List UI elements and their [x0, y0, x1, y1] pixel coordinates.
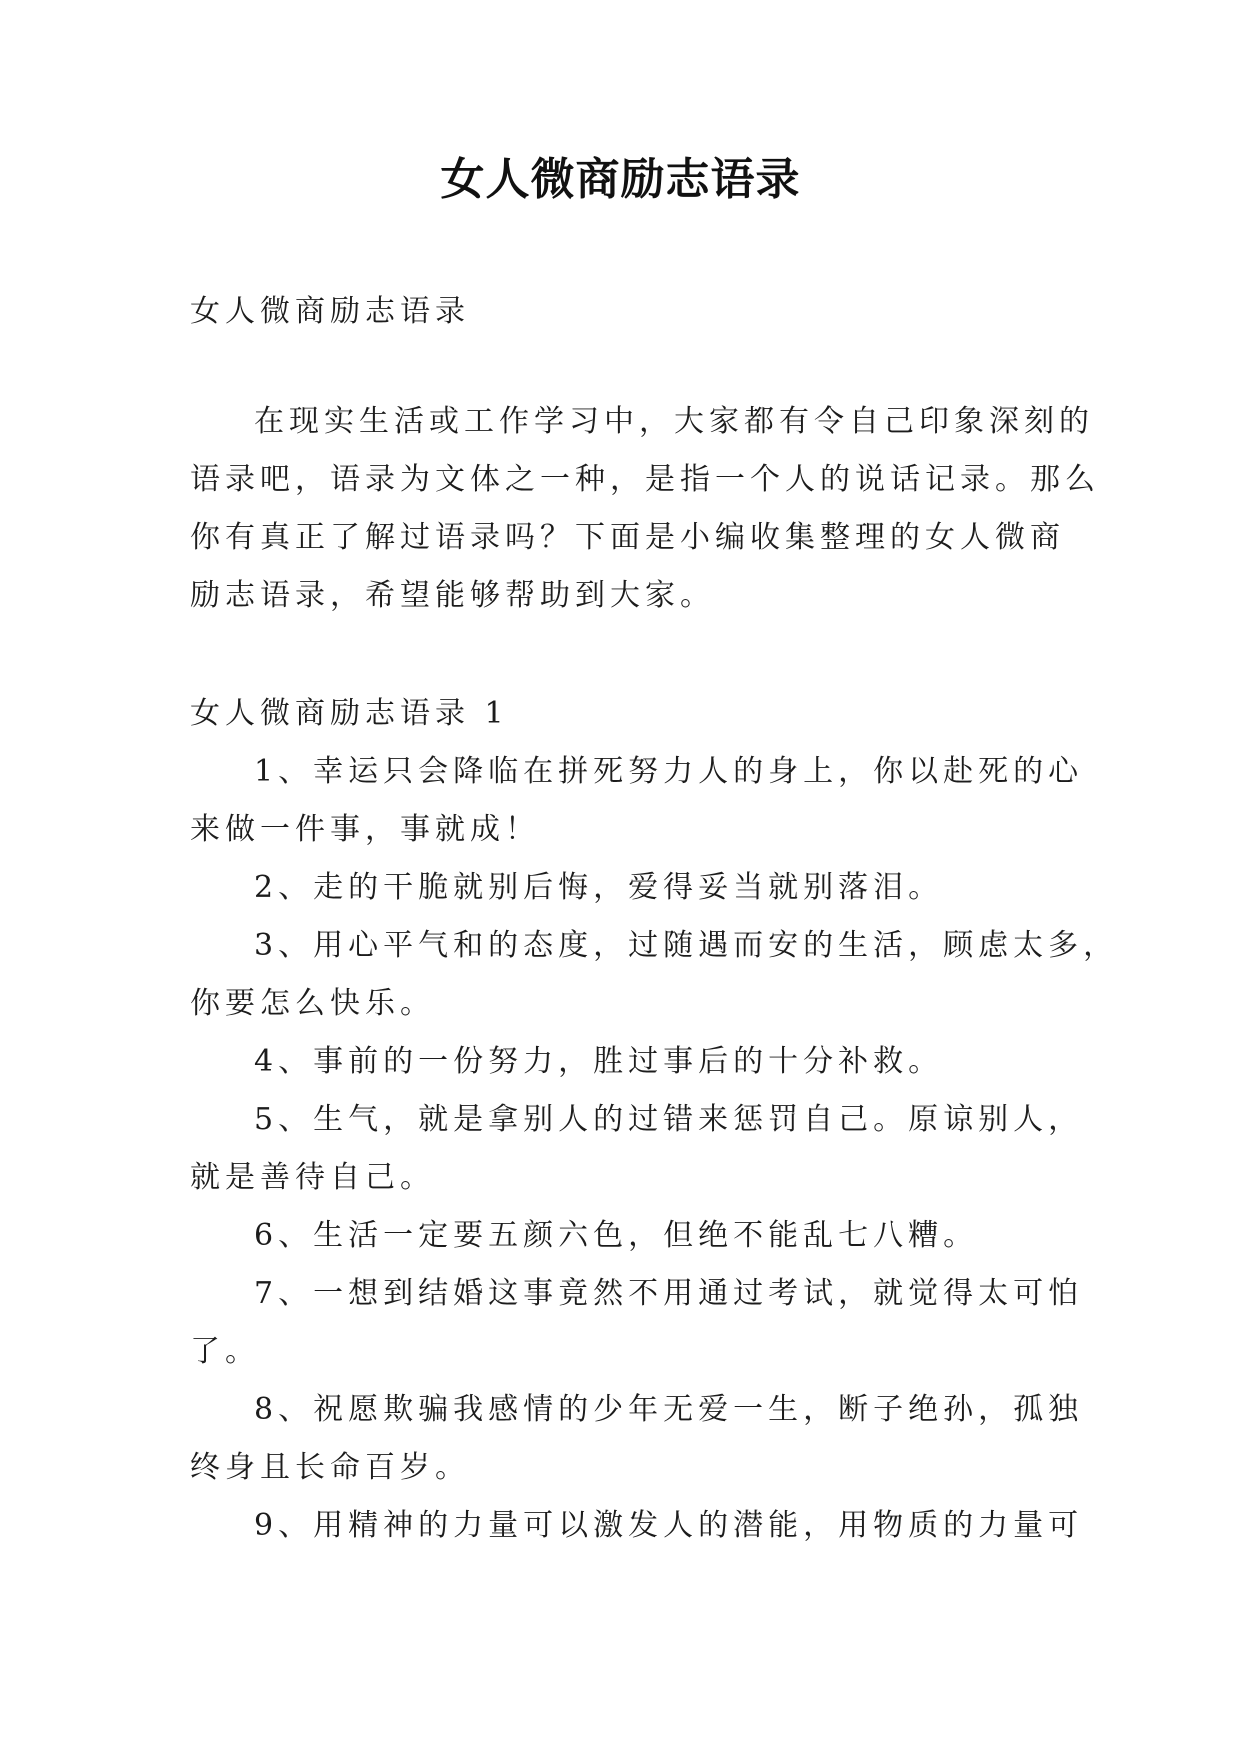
intro-line-1: 在现实生活或工作学习中，大家都有令自己印象深刻的 — [254, 404, 1094, 439]
section-heading: 女人微商励志语录 1 — [190, 696, 509, 731]
intro-line-3: 你有真正了解过语录吗？下面是小编收集整理的女人微商 — [190, 520, 1065, 555]
quote-4-line-1: 4、事前的一份努力，胜过事后的十分补救。 — [254, 1044, 944, 1079]
subtitle: 女人微商励志语录 — [190, 294, 470, 329]
quote-6-line-1: 6、生活一定要五颜六色，但绝不能乱七八糟。 — [254, 1218, 979, 1253]
quote-1-line-1: 1、幸运只会降临在拼死努力人的身上，你以赴死的心 — [254, 754, 1084, 789]
quote-8-line-2: 终身且长命百岁。 — [190, 1450, 470, 1485]
quote-2-line-1: 2、走的干脆就别后悔，爱得妥当就别落泪。 — [254, 870, 944, 905]
quote-3-line-1: 3、用心平气和的态度，过随遇而安的生活，顾虑太多， — [254, 928, 1119, 963]
quote-7-line-1: 7、一想到结婚这事竟然不用通过考试，就觉得太可怕 — [254, 1276, 1084, 1311]
quote-3-line-2: 你要怎么快乐。 — [190, 986, 435, 1021]
quote-5-line-2: 就是善待自己。 — [190, 1160, 435, 1195]
page-title: 女人微商励志语录 — [440, 154, 801, 205]
quote-1-line-2: 来做一件事，事就成！ — [190, 812, 540, 847]
quote-7-line-2: 了。 — [190, 1334, 260, 1369]
intro-line-4: 励志语录，希望能够帮助到大家。 — [190, 578, 715, 613]
quote-8-line-1: 8、祝愿欺骗我感情的少年无爱一生，断子绝孙，孤独 — [254, 1392, 1084, 1427]
quote-9-line-1: 9、用精神的力量可以激发人的潜能，用物质的力量可 — [254, 1508, 1084, 1543]
quote-5-line-1: 5、生气，就是拿别人的过错来惩罚自己。原谅别人， — [254, 1102, 1084, 1137]
intro-line-2: 语录吧，语录为文体之一种，是指一个人的说话记录。那么 — [190, 462, 1100, 497]
